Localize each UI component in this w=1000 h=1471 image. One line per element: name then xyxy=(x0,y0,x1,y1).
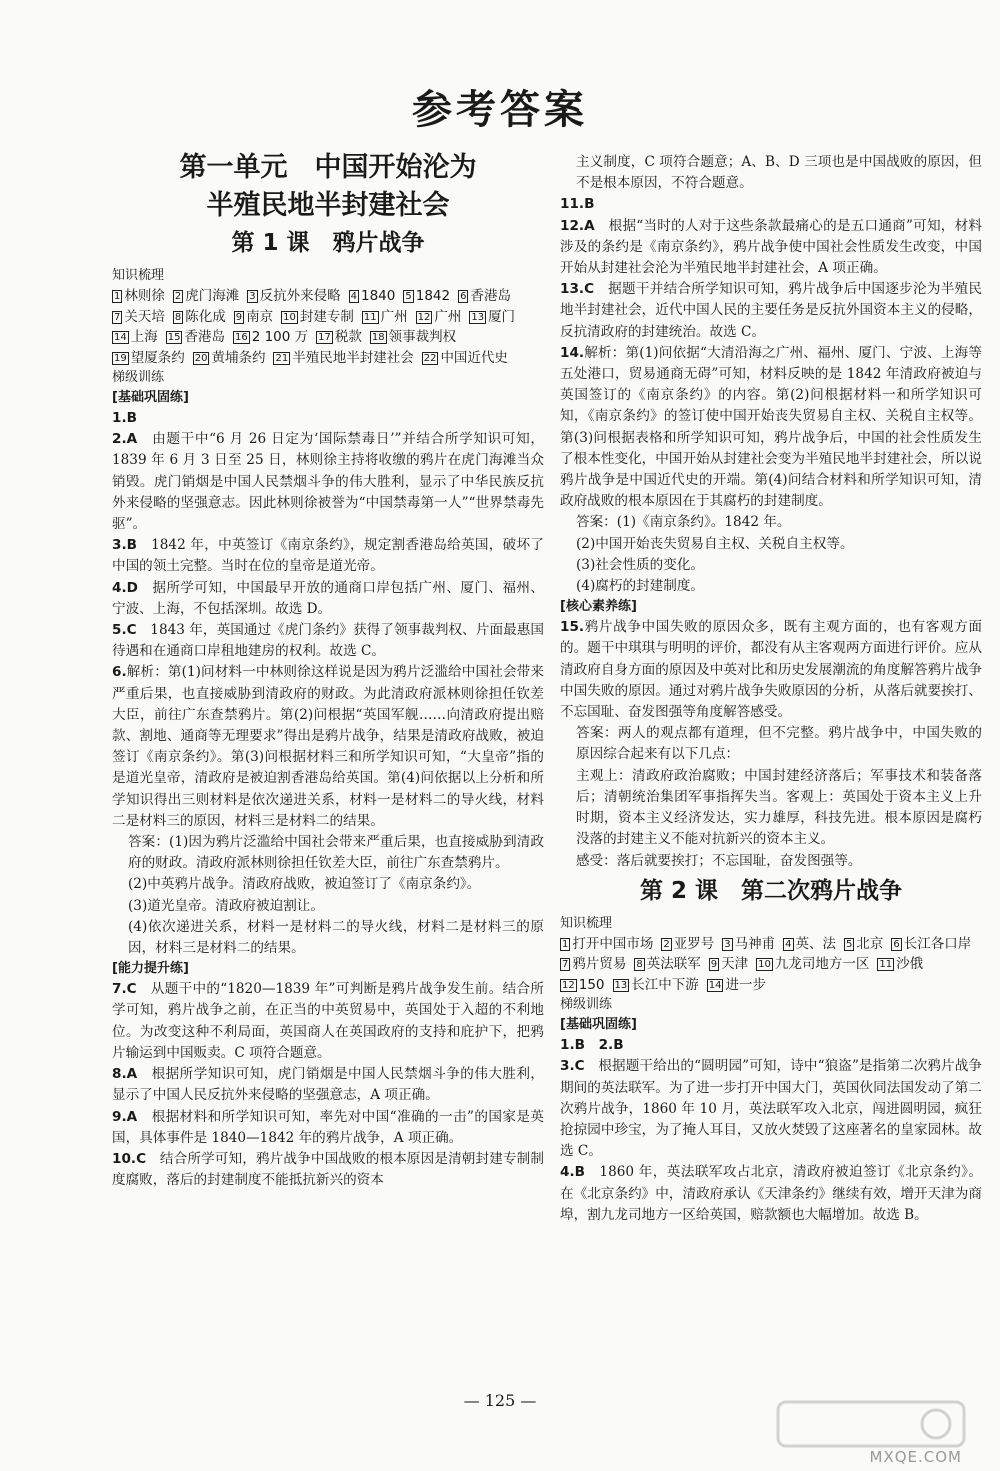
item-number-box: 9 xyxy=(235,311,243,323)
knowledge-answer: 沙俄 xyxy=(896,956,924,973)
question-number: 1.B 2.B xyxy=(560,1037,624,1054)
item-number-box: 18 xyxy=(371,332,385,343)
item-number-box: 1 xyxy=(562,938,569,950)
knowledge-item xyxy=(783,934,836,955)
question-list xyxy=(560,1035,982,1226)
knowledge-item xyxy=(193,348,266,369)
question-number: 4.D xyxy=(112,579,138,596)
knowledge-item xyxy=(173,286,239,307)
item-number-box: 10 xyxy=(758,959,771,971)
answer-line: (4)依次递进关系，材料一是材料二的导火线，材料二是材料三的原因，材料三是材料二的结果。 xyxy=(128,918,544,957)
training-heading: 梯级训练 xyxy=(560,997,613,1013)
knowledge-item xyxy=(362,307,408,328)
question-number: 5.C xyxy=(112,622,137,639)
item-number-box: 10 xyxy=(283,311,296,323)
question-list xyxy=(112,408,544,832)
question-item xyxy=(112,578,544,620)
answer-line: (4)腐朽的封建制度。 xyxy=(576,578,705,595)
item-number-box: 22 xyxy=(423,352,437,364)
knowledge-answer: 2 100 万 xyxy=(251,329,309,345)
item-number-box: 6 xyxy=(893,938,900,950)
question-number: 1.B xyxy=(112,410,137,426)
question-number: 3.B xyxy=(112,537,137,554)
item-number-box: 3 xyxy=(249,291,256,302)
knowledge-item xyxy=(112,327,158,348)
knowledge-item xyxy=(281,307,354,328)
question-item xyxy=(112,662,544,832)
knowledge-answer: 英法联军 xyxy=(646,956,701,973)
answer-line: 主观上：清政府政治腐败；中国封建经济落后；军事技术和装备落后；清朝统治集团军事指挥失当。客观上：英国处于资本主义上升时期，资本主义经济发达，实力雄厚，科技先进。根本原因是腐朽没落的封建主义不能对抗新兴的资本主义。 xyxy=(576,767,982,848)
answer-block xyxy=(112,832,544,959)
question-text: 根据“当时的人对于这些条款最痛心的是五口通商”可知，材料涉及的条约是《南京条约》，鸦片战争使中国社会性质发生改变，中国开始从封建社会沦为半殖民地半封建社会，A 项正确。 xyxy=(560,217,982,277)
answer-block xyxy=(560,723,982,871)
knowledge-answer: 黄埔条约 xyxy=(211,349,266,366)
item-number-box: 7 xyxy=(114,311,121,323)
knowledge-item xyxy=(709,954,748,975)
question-text: 鸦片战争中国失败的原因众多，既有主观方面的，也有客观方面的。题干中琪琪与明明的评价，都没有从主客观两方面进行评价。应从清政府自身方面的原因及中英对比和历史发展潮流的角度解答鸦片战争中国失败的原因。通过对鸦片战争失败原因的分析，从落后就要挨打、不忘国耻、奋发图强等角度解答感受。 xyxy=(560,619,982,721)
question-number: 12.A xyxy=(560,217,595,234)
lesson-2-title: 第 2 课 第二次鸦片战争 xyxy=(639,877,903,904)
knowledge-item xyxy=(370,327,456,348)
answer-line: (2)中英鸦片战争。清政府战败，被迫签订了《南京条约》。 xyxy=(128,876,481,893)
knowledge-answer: 望厦条约 xyxy=(130,349,185,366)
item-number-box: 4 xyxy=(785,938,792,950)
item-number-box: 9 xyxy=(710,959,718,971)
question-text: 由题干中“6 月 26 日定为‘国际禁毒日’”并结合所学知识可知，1839 年 6 月 3 日至 25 日，林则徐主持将收缴的鸦片在虎门海滩当众销毁。虎门销烟是中国人民禁烟斗争的伟大胜利，显示了中华民族反抗外来侵略的坚强意志。因此林则徐被誉为“中国禁毒第一人”“世界禁毒先驱”。 xyxy=(112,431,544,533)
question-number: 13.C xyxy=(560,281,595,298)
answer-line: 感受：落后就要挨打；不忘国耻，奋发图强等。 xyxy=(576,852,862,869)
question-number: 2.A xyxy=(112,431,138,448)
question-15 xyxy=(560,617,982,723)
basic-practice-heading: [基础巩固练] xyxy=(112,390,189,405)
training-heading: 梯级训练 xyxy=(112,370,165,385)
knowledge-item xyxy=(634,954,700,975)
knowledge-item xyxy=(560,934,653,955)
question-number: 15. xyxy=(560,619,585,636)
knowledge-answer: 香港岛 xyxy=(184,329,225,345)
knowledge-answer: 九龙司地方一区 xyxy=(774,956,870,973)
item-number-box: 5 xyxy=(846,938,853,950)
question-text: 从题干中的“1820—1839 年”可判断是鸦片战争发生前。结合所学可知，鸦片战争之前，在正当的中英贸易中，英国处于入超的不利地位。为改变这种不利局面，英国商人在英国政府的支持和庇护下，把鸦片输运到中国贩卖。C 项符合题意。 xyxy=(112,981,544,1061)
knowledge-item xyxy=(233,327,308,348)
knowledge-answer: 1842 xyxy=(415,288,451,304)
item-number-box: 14 xyxy=(708,979,722,991)
question-item xyxy=(112,1149,544,1191)
knowledge-item xyxy=(112,348,185,369)
knowledge-answer: 领事裁判权 xyxy=(388,329,457,345)
question-10-continued: 主义制度，C 项符合题意；A、B、D 三项也是中国战败的原因，但不是根本原因，不符合题意。 xyxy=(576,154,982,192)
item-number-box: 13 xyxy=(614,979,628,991)
question-text: 1843 年，英国通过《虎门条约》获得了领事裁判权、片面最惠国待遇和在通商口岸租地建房的权利。故选 C。 xyxy=(112,622,544,660)
item-number-box: 3 xyxy=(724,938,731,950)
knowledge-answer: 税款 xyxy=(334,329,362,345)
knowledge-answer: 广州 xyxy=(434,308,462,325)
knowledge-answer: 陈化成 xyxy=(185,308,226,325)
knowledge-answer: 封建专制 xyxy=(299,308,354,325)
question-list xyxy=(112,979,544,1191)
item-number-box: 20 xyxy=(194,352,208,364)
question-number: 4.B xyxy=(560,1164,585,1181)
item-number-box: 19 xyxy=(114,352,127,364)
knowledge-item xyxy=(877,954,923,975)
knowledge-answer: 马神甫 xyxy=(734,935,776,952)
answer-line: 答案：(1)《南京条约》。1842 年。 xyxy=(576,514,791,531)
question-number: 9.A xyxy=(112,1108,138,1125)
question-text: 据题干并结合所学知识可知，鸦片战争后中国逐步沦为半殖民地半封建社会，近代中国人民的主要任务是反抗外国资本主义的侵略，反抗清政府的封建统治。故选 C。 xyxy=(560,281,982,340)
item-number-box: 14 xyxy=(114,332,127,343)
knowledge-item xyxy=(756,954,869,975)
item-number-box: 6 xyxy=(460,291,467,302)
knowledge-answer: 英、法 xyxy=(795,935,836,952)
answer-line: 答案：(1)因为鸦片泛滥给中国社会带来严重后果，也直接威胁到清政府的财政。清政府派林则徐担任钦差大臣，前往广东查禁鸦片。 xyxy=(128,834,544,872)
lesson-1-title: 第 1 课 鸦片战争 xyxy=(231,230,425,256)
question-number: 7.C xyxy=(112,981,137,998)
knowledge-answer: 150 xyxy=(578,976,605,993)
knowledge-heading: 知识梳理 xyxy=(112,268,165,283)
item-number-box: 4 xyxy=(350,291,357,302)
question-number: 3.C xyxy=(560,1058,585,1075)
item-number-box: 16 xyxy=(234,332,248,343)
answer-line: 答案：两人的观点都有道理，但不完整。鸦片战争中，中国失败的原因综合起来有以下几点： xyxy=(576,725,982,763)
knowledge-item xyxy=(891,934,971,955)
knowledge-answer: 打开中国市场 xyxy=(572,935,654,952)
question-item xyxy=(560,216,982,280)
knowledge-item xyxy=(422,348,508,369)
knowledge-item xyxy=(112,286,165,307)
knowledge-answer: 广州 xyxy=(380,308,408,325)
ability-practice-heading: [能力提升练] xyxy=(112,961,189,977)
knowledge-answer: 鸦片贸易 xyxy=(572,956,627,973)
item-number-box: 12 xyxy=(562,979,575,991)
question-text: 解析：第(1)问材料一中林则徐这样说是因为鸦片泛滥给中国社会带来严重后果，也直接威胁到清政府的财政。为此清政府派林则徐担任钦差大臣，前往广东查禁鸦片。第(2)问根据“英国军舰……向清政府提出赔款、割地、通商等无理要求”得出是鸦片战争，结果是清政府战败，被迫签订《南京条约》。第(3)问根据材料三和所学知识可知，“大皇帝”指的是道光皇帝，清政府是被迫割香港岛给英国。第(4)问依据以上分析和所学知识得出三则材料是依次递进关系，材料一是材料二的导火线，材料二是材料三的原因，材料三是材料二的结果。 xyxy=(112,664,544,829)
answer-line: (3)道光皇帝。清政府被迫割让。 xyxy=(128,897,324,914)
right-column xyxy=(560,152,982,1226)
question-item xyxy=(112,408,544,429)
item-number-box: 8 xyxy=(636,959,643,971)
question-text: 根据材料和所学知识可知，率先对中国“准确的一击”的国家是英国，具体事件是 1840—1842 年的鸦片战争，A 项正确。 xyxy=(112,1108,544,1146)
question-list xyxy=(560,194,982,512)
knowledge-item xyxy=(613,975,699,996)
knowledge-answer: 上海 xyxy=(130,329,158,345)
question-item xyxy=(560,194,982,215)
knowledge-item xyxy=(844,934,883,955)
knowledge-item xyxy=(469,307,515,328)
knowledge-item xyxy=(112,307,165,328)
answer-line: (2)中国开始丧失贸易自主权、关税自主权等。 xyxy=(576,535,854,552)
knowledge-item xyxy=(273,348,413,369)
item-number-box: 11 xyxy=(363,311,377,323)
question-item xyxy=(112,1107,544,1149)
knowledge-answer: 香港岛 xyxy=(470,288,511,304)
question-text: 1842 年，中英签订《南京条约》，规定割香港岛给英国，破坏了中国的领土完整。当时在位的皇帝是道光帝。 xyxy=(112,537,544,575)
answer-block xyxy=(560,512,982,597)
core-literacy-heading: [核心素养练] xyxy=(560,599,637,615)
item-number-box: 1 xyxy=(114,291,121,302)
knowledge-item xyxy=(349,286,396,307)
item-number-box: 5 xyxy=(405,291,412,302)
knowledge-item xyxy=(722,934,775,955)
item-number-box: 15 xyxy=(167,332,181,343)
knowledge-item xyxy=(707,975,766,996)
question-item xyxy=(112,979,544,1064)
answer-line: (3)社会性质的变化。 xyxy=(576,556,705,573)
question-item xyxy=(560,1035,982,1056)
knowledge-answer: 北京 xyxy=(856,935,884,952)
unit-title-line-2: 半殖民地半封建社会 xyxy=(206,190,450,221)
knowledge-answer: 厦门 xyxy=(488,308,516,325)
knowledge-answer: 关天培 xyxy=(124,308,165,325)
knowledge-answer: 半殖民地半封建社会 xyxy=(292,349,414,366)
question-text: 1860 年，英法联军攻占北京，清政府被迫签订《北京条约》。在《北京条约》中，清政府承认《天津条约》继续有效，增开天津为商埠，割九龙司地方一区给英国，赔款额也大幅增加。故选 B。 xyxy=(560,1164,982,1223)
knowledge-list xyxy=(112,286,544,368)
knowledge-item xyxy=(560,954,626,975)
item-number-box: 11 xyxy=(879,959,893,971)
knowledge-answer: 反抗外来侵略 xyxy=(259,288,341,304)
item-number-box: 8 xyxy=(174,311,182,323)
question-number: 14. xyxy=(560,344,585,361)
page-number: — 125 — xyxy=(463,1391,537,1410)
question-item xyxy=(112,1064,544,1106)
question-number: 10.C xyxy=(112,1150,147,1167)
item-number-box: 2 xyxy=(174,291,182,302)
item-number-box: 13 xyxy=(471,311,485,323)
knowledge-answer: 虎门海滩 xyxy=(185,288,240,304)
knowledge-answer: 亚罗号 xyxy=(673,935,715,952)
knowledge-answer: 长江各口岸 xyxy=(903,935,972,952)
knowledge-item xyxy=(166,327,225,348)
unit-title-line-1: 第一单元 中国开始沦为 xyxy=(179,152,477,183)
knowledge-answer: 林则徐 xyxy=(124,288,165,304)
question-text: 结合所学可知，鸦片战争中国战败的根本原因是清朝封建专制制度腐败，落后的封建制度不能抵抗新兴的资本 xyxy=(112,1150,544,1189)
knowledge-answer: 进一步 xyxy=(725,976,766,993)
question-number: 11.B xyxy=(560,196,595,213)
item-number-box: 21 xyxy=(275,352,289,364)
knowledge-answer: 天津 xyxy=(721,956,749,973)
knowledge-item xyxy=(403,286,450,307)
question-item xyxy=(560,343,982,513)
knowledge-item xyxy=(247,286,340,307)
left-column xyxy=(112,150,544,1191)
page-title: 参考答案 xyxy=(412,87,588,133)
knowledge-item xyxy=(560,975,605,996)
knowledge-item xyxy=(661,934,714,955)
knowledge-item xyxy=(458,286,511,307)
watermark-text: MXQE.COM xyxy=(869,1448,962,1466)
item-number-box: 7 xyxy=(562,959,569,971)
knowledge-item xyxy=(416,307,462,328)
knowledge-answer: 南京 xyxy=(246,308,274,325)
question-item xyxy=(560,279,982,343)
basic-practice-heading: [基础巩固练] xyxy=(560,1017,637,1033)
question-item xyxy=(112,429,544,535)
question-text: 根据题干给出的“圆明园”可知，诗中“狼盗”是指第二次鸦片战争期间的英法联军。为了进一步打开中国大门，英国伙同法国发动了第二次鸦片战争，1860 年 10 月，英法联军攻入北京，闯进圆明园，疯狂抢掠园中珍宝，为了掩人耳目，又放火焚毁了这座著名的皇家园林。故选 C。 xyxy=(560,1058,982,1160)
knowledge-answer: 中国近代史 xyxy=(440,349,508,366)
knowledge-answer: 1840 xyxy=(361,288,396,304)
knowledge-answer: 长江中下游 xyxy=(631,976,699,993)
knowledge-item xyxy=(316,327,362,348)
knowledge-item xyxy=(234,307,273,328)
question-text: 解析：第(1)问依据“大清沿海之广州、福州、厦门、宁波、上海等五处港口，贸易通商无碍”可知，材料反映的是 1842 年清政府被迫与英国签订的《南京条约》的内容。第(2)问根据材料一和所学知识可知，《南京条约》的签订使中国开始丧失贸易自主权、关税自主权等。第(3)问根据表格和所学知识可知，鸦片战争后，中国的社会性质发生了根本性变化，中国开始从封建社会变为半殖民地半封建社会，所以说鸦片战争是中国近代史的开端。第(4)问结合材料和所学知识可知，清政府战败的根本原因在于其腐朽的封建制度。 xyxy=(560,344,982,510)
question-item xyxy=(560,1162,982,1226)
question-text: 根据所学知识可知，虎门销烟是中国人民禁烟斗争的伟大胜利，显示了中国人民反抗外来侵略的坚强意志，A 项正确。 xyxy=(112,1066,544,1104)
item-number-box: 2 xyxy=(663,938,670,950)
question-item xyxy=(112,535,544,577)
item-number-box: 17 xyxy=(318,332,331,343)
item-number-box: 12 xyxy=(417,311,431,323)
question-item xyxy=(560,1056,982,1162)
question-number: 6. xyxy=(112,664,127,681)
knowledge-heading: 知识梳理 xyxy=(560,915,613,931)
question-number: 8.A xyxy=(112,1066,138,1083)
knowledge-list xyxy=(560,934,982,996)
knowledge-item xyxy=(173,307,226,328)
question-text: 据所学可知，中国最早开放的通商口岸包括广州、厦门、福州、宁波、上海，不包括深圳。故选 D。 xyxy=(112,579,544,617)
question-item xyxy=(112,620,544,662)
